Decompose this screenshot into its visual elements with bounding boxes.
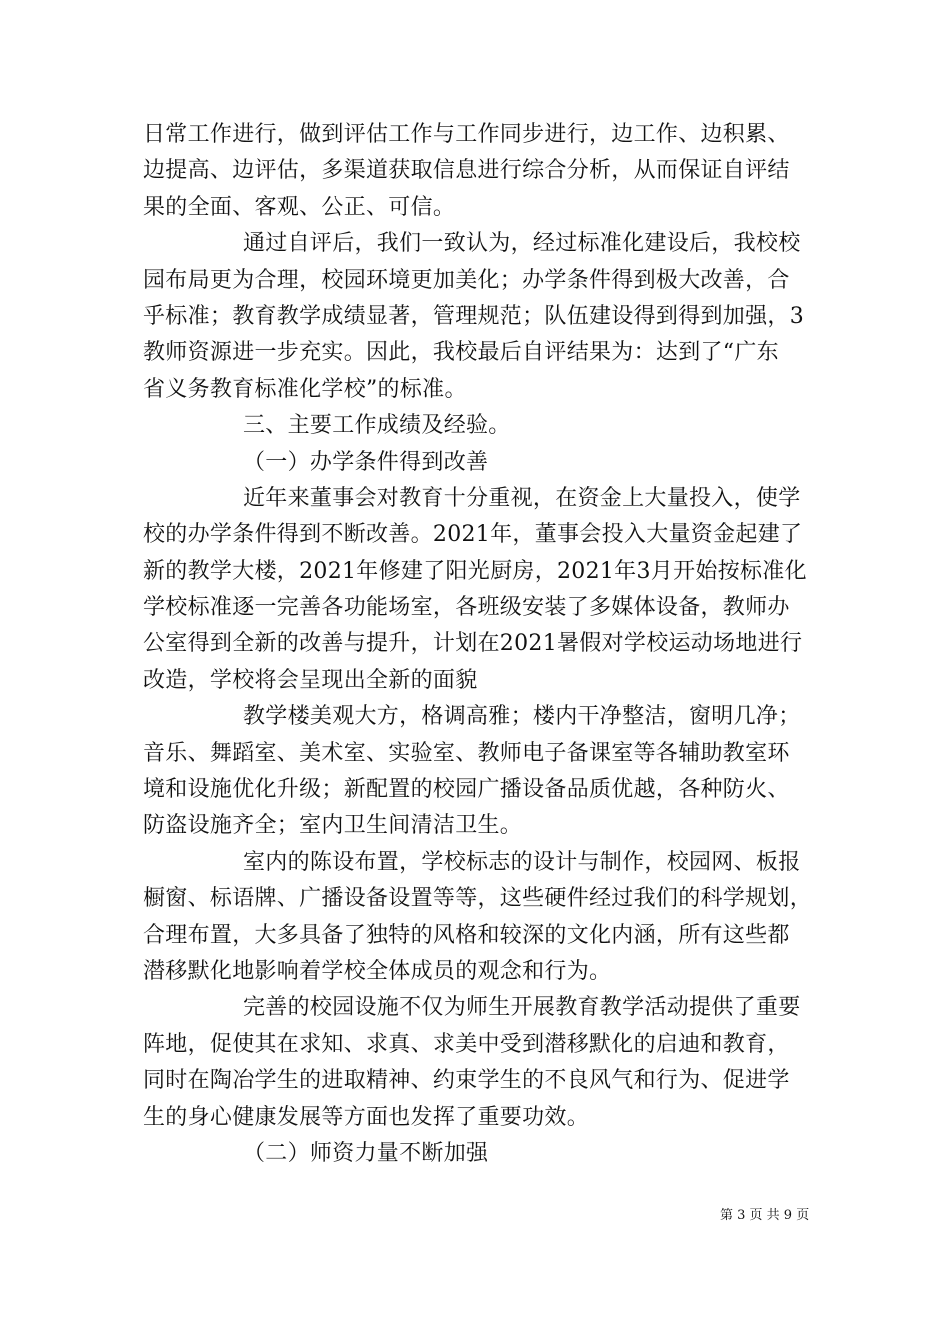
text-line: 日常工作进行，做到评估工作与工作同步进行，边工作、边积累、 xyxy=(143,122,790,147)
text-line: 教师资源进一步充实。因此，我校最后自评结果为：达到了“广东 xyxy=(143,340,779,366)
paragraph-start-line: 近年来董事会对教育十分重视，在资金上大量投入，使学 xyxy=(243,485,801,511)
text-line: 同时在陶冶学生的进取精神、约束学生的不良风气和行为、促进学 xyxy=(143,1068,790,1094)
text-line: 改造，学校将会呈现出全新的面貌 xyxy=(143,667,478,693)
paragraph-start-line: 完善的校园设施不仅为师生开展教育教学活动提供了重要 xyxy=(243,995,801,1021)
paragraph-start-line: 通过自评后，我们一致认为，经过标准化建设后，我校校 xyxy=(243,231,801,257)
text-line: 合理布置，大多具备了独特的风格和较深的文化内涵，所有这些都 xyxy=(143,922,790,948)
text-line: 公室得到全新的改善与提升，计划在2021暑假对学校运动场地进行 xyxy=(143,631,803,657)
text-line: 边提高、边评估，多渠道获取信息进行综合分析，从而保证自评结 xyxy=(143,158,790,184)
subsection-heading: （一）办学条件得到改善 xyxy=(243,449,489,475)
text-line: 音乐、舞蹈室、美术室、实验室、教师电子备课室等各辅助教室环 xyxy=(143,740,790,766)
text-line: 果的全面、客观、公正、可信。 xyxy=(143,194,456,220)
document-body xyxy=(143,117,815,1172)
text-line: 新的教学大楼，2021年修建了阳光厨房，2021年3月开始按标准化 xyxy=(143,558,807,584)
text-line: 生的身心健康发展等方面也发挥了重要功效。 xyxy=(143,1104,590,1130)
page-number-footer: 第 3 页 共 9 页 xyxy=(720,1208,810,1223)
text-line: 境和设施优化升级；新配置的校园广播设备品质优越，各种防火、 xyxy=(143,777,790,803)
text-line: 乎标准；教育教学成绩显著，管理规范；队伍建设得到得到加强，3 xyxy=(143,303,804,329)
text-line: 橱窗、标语牌、广播设备设置等等，这些硬件经过我们的科学规划， xyxy=(143,886,813,912)
text-line: 园布局更为合理，校园环境更加美化；办学条件得到极大改善，合 xyxy=(143,267,790,293)
section-heading: 三、主要工作成绩及经验。 xyxy=(243,413,511,439)
subsection-heading: （二）师资力量不断加强 xyxy=(243,1140,489,1166)
text-line: 潜移默化地影响着学校全体成员的观念和行为。 xyxy=(143,958,612,984)
text-line: 省义务教育标准化学校”的标准。 xyxy=(143,376,467,402)
text-line: 学校标准逐一完善各功能场室，各班级安装了多媒体设备，教师办 xyxy=(143,595,790,621)
text-line: 防盗设施齐全；室内卫生间清洁卫生。 xyxy=(143,813,523,839)
text-line: 阵地，促使其在求知、求真、求美中受到潜移默化的启迪和教育， xyxy=(143,1031,790,1057)
paragraph-start-line: 室内的陈设布置，学校标志的设计与制作，校园网、板报 xyxy=(243,849,801,875)
paragraph-start-line: 教学楼美观大方，格调高雅；楼内干净整洁，窗明几净； xyxy=(243,704,801,730)
text-line: 校的办学条件得到不断改善。2021年，董事会投入大量资金起建了 xyxy=(143,522,803,548)
